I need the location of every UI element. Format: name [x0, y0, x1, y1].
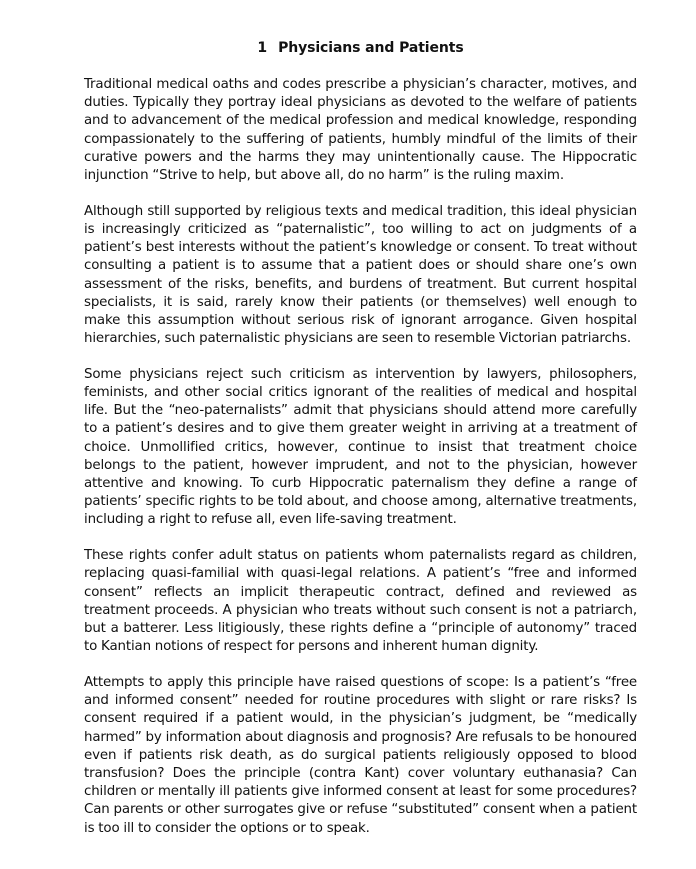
section-heading: [84, 38, 637, 58]
paragraph-4: These rights confer adult status on patients whom paternalists regard as children, replacing quasi-familial with quasi-legal relations. A patient’s “free and informed consent” reflects an implicit therapeutic contract, defined and reviewed as treatment proceeds. A physician who treats without such consent is not a patriarch, but a batterer. Less litigiously, these rights define a “principle of autonomy” traced to Kantian notions of respect for persons and inherent human dignity.: [84, 548, 637, 655]
paragraph-2: Although still supported by religious texts and medical tradition, this ideal physician is increasingly criticized as “paternalistic”, too willing to act on judgments of a patient’s best interests without the patient’s knowledge or consent. To treat without consulting a patient is to assume that a patient does or should share one’s own assessment of the risks, benefits, and burdens of treatment. But current hospital specialists, it is said, rarely know their patients (or themselves) well enough to make this assumption without serious risk of ignorant arrogance. Given hospital hierarchies, such paternalistic physicians are seen to resemble Victorian patriarchs.: [84, 203, 637, 347]
paragraph-5: Attempts to apply this principle have raised questions of scope: Is a patient’s “free and informed consent” needed for routine procedures with slight or rare risks? Is consent required if a patient would, in the physician’s judgment, be “medically harmed” by information about diagnosis and prognosis? Are refusals to be honoured even if patients risk death, as do surgical patients religiously opposed to blood transfusion? Does the principle (contra Kant) cover voluntary euthanasia? Can children or mentally ill patients give informed consent at least for some procedures? Can parents or other surrogates give or refuse “substituted” consent when a patient is too ill to consider the options or to speak.: [84, 674, 637, 836]
section-title: Physicians and Patients: [278, 40, 464, 56]
paragraph-3: Some physicians reject such criticism as intervention by lawyers, philosophers, feminists, and other social critics ignorant of the realities of medical and hospital life. But the “neo-paternalists” admit that physicians should attend more carefully to a patient’s desires and to give them greater weight in arriving at a treatment of choice. Unmollified critics, however, continue to insist that treatment choice belongs to the patient, however imprudent, and not to the physician, however attentive and knowing. To curb Hippocratic paternalism they define a range of patients’ specific rights to be told about, and choose among, alternative treatments, including a right to refuse all, even life-saving treatment.: [84, 366, 637, 528]
paragraph-1: Traditional medical oaths and codes prescribe a physician’s character, motives, and duties. Typically they portray ideal physicians as devoted to the welfare of patients and to advancement of the medical profession and medical knowledge, responding compassionately to the suffering of patients, humbly mindful of the limits of their curative powers and the harms they may unintentionally cause. The Hippocratic injunction “Strive to help, but above all, do no harm” is the ruling maxim.: [84, 77, 637, 184]
document-page: [84, 38, 637, 855]
section-number: 1: [257, 40, 268, 56]
